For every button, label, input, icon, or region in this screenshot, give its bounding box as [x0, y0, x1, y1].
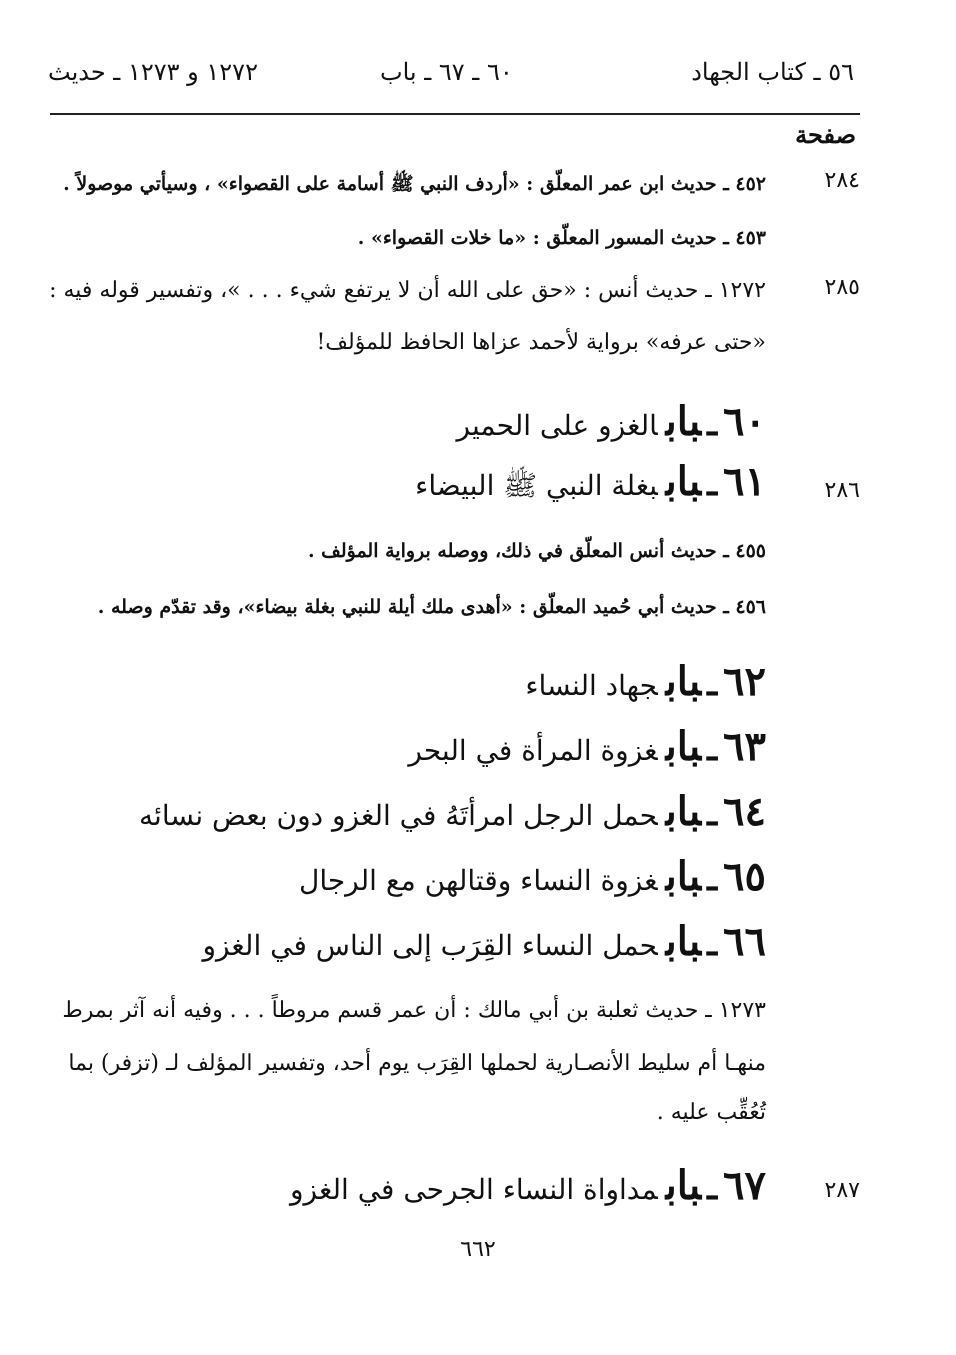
- entry-line: «حتى عرفه» برواية لأحمد عزاها الحافظ للمؤلف!: [316, 330, 766, 355]
- chapter-dash: ـ: [707, 1168, 718, 1208]
- chapter-number: ٦٢: [723, 658, 766, 705]
- page-number-ref: ٢٨٦: [824, 478, 860, 503]
- entry-line: ٤٥٥ ـ حديث أنس المعلّق في ذلك، ووصله برواية المؤلف .: [307, 540, 766, 562]
- page-number-ref: ٢٨٧: [824, 1178, 860, 1203]
- entry-line: ٤٥٦ ـ حديث أبي حُميد المعلّق : «أهدى ملك أيلة للنبي بغلة بيضاء»، وقد تقدّم وصله .: [97, 596, 766, 618]
- chapter-number: ٦٦: [723, 918, 766, 965]
- chapter-number: ٦٥: [723, 853, 766, 900]
- chapter-title: الغزو على الحمير: [456, 409, 658, 442]
- chapter-heading: [40, 1162, 766, 1209]
- page-number-ref: ٢٨٤: [824, 168, 860, 193]
- chapter-number: ٦٤: [723, 788, 766, 835]
- chapter-bab: باب: [665, 398, 702, 445]
- entry-line: ٤٥٢ ـ حديث ابن عمر المعلّق : «أردف النبي ﷺ أسامة على القصواء» ، وسيأتي موصولاً .: [63, 173, 766, 195]
- running-header-hadiths: ١٢٧٢ و ١٢٧٣ ـ حديث: [48, 58, 258, 86]
- chapter-heading: [40, 853, 766, 900]
- chapter-dash: ـ: [707, 464, 718, 504]
- chapter-dash: ـ: [707, 924, 718, 964]
- chapter-title: حمل الرجل امرأتَهُ في الغزو دون بعض نسائه: [139, 799, 658, 832]
- chapter-number: ٦٣: [723, 723, 766, 770]
- chapter-bab: باب: [665, 723, 702, 770]
- paragraph-line: ١٢٧٣ ـ حديث ثعلبة بن أبي مالك : أن عمر قسم مروطاً . . . وفيه أنه آثر بمرط: [62, 998, 766, 1023]
- chapter-bab: باب: [665, 788, 702, 835]
- running-header-chapters: ٦٠ ـ ٦٧ ـ باب: [380, 58, 513, 86]
- chapter-heading: [40, 658, 766, 705]
- chapter-heading: [40, 458, 766, 509]
- entry-line: ٤٥٣ ـ حديث المسور المعلّق : «ما خلات القصواء» .: [357, 227, 766, 249]
- chapter-number: ٦٠: [723, 398, 766, 445]
- running-header-book: ٥٦ ـ كتاب الجهاد: [691, 58, 854, 86]
- page-column-label: صفحة: [795, 120, 856, 149]
- chapter-dash: ـ: [707, 794, 718, 834]
- chapter-bab: باب: [665, 1162, 702, 1209]
- chapter-bab: باب: [665, 658, 702, 705]
- chapter-heading: [40, 398, 766, 445]
- chapter-dash: ـ: [707, 664, 718, 704]
- chapter-bab: باب: [665, 853, 702, 900]
- chapter-bab: باب: [665, 458, 702, 505]
- chapter-title: حمل النساء القِرَب إلى الناس في الغزو: [202, 929, 658, 962]
- chapter-title: غزوة المرأة في البحر: [408, 734, 658, 767]
- page-number-ref: ٢٨٥: [824, 275, 860, 300]
- chapter-title: بغلة النبي ﷺ البيضاء: [415, 469, 658, 502]
- paragraph-line: منهـا أم سليط الأنصـارية لحملها القِرَب يوم أحد، وتفسير المؤلف لـ (تزفر) بما: [68, 1051, 766, 1076]
- header-divider: [50, 113, 860, 115]
- chapter-heading: [40, 918, 766, 965]
- entry-line: ١٢٧٢ ـ حديث أنس : «حق على الله أن لا يرتفع شيء . . . »، وتفسير قوله فيه :: [49, 278, 766, 303]
- chapter-title: غزوة النساء وقتالهن مع الرجال: [299, 864, 658, 897]
- chapter-title: جهاد النساء: [525, 669, 658, 702]
- chapter-number: ٦٧: [723, 1162, 766, 1209]
- chapter-bab: باب: [665, 918, 702, 965]
- chapter-number: ٦١: [723, 458, 766, 505]
- chapter-title: مداواة النساء الجرحى في الغزو: [290, 1173, 658, 1206]
- chapter-heading: [40, 723, 766, 770]
- chapter-dash: ـ: [707, 729, 718, 769]
- page-footer-number: ٦٦٢: [460, 1237, 496, 1262]
- chapter-dash: ـ: [707, 859, 718, 899]
- chapter-dash: ـ: [707, 404, 718, 444]
- paragraph-line: تُعُقِّب عليه .: [656, 1100, 766, 1125]
- chapter-heading: [40, 788, 766, 835]
